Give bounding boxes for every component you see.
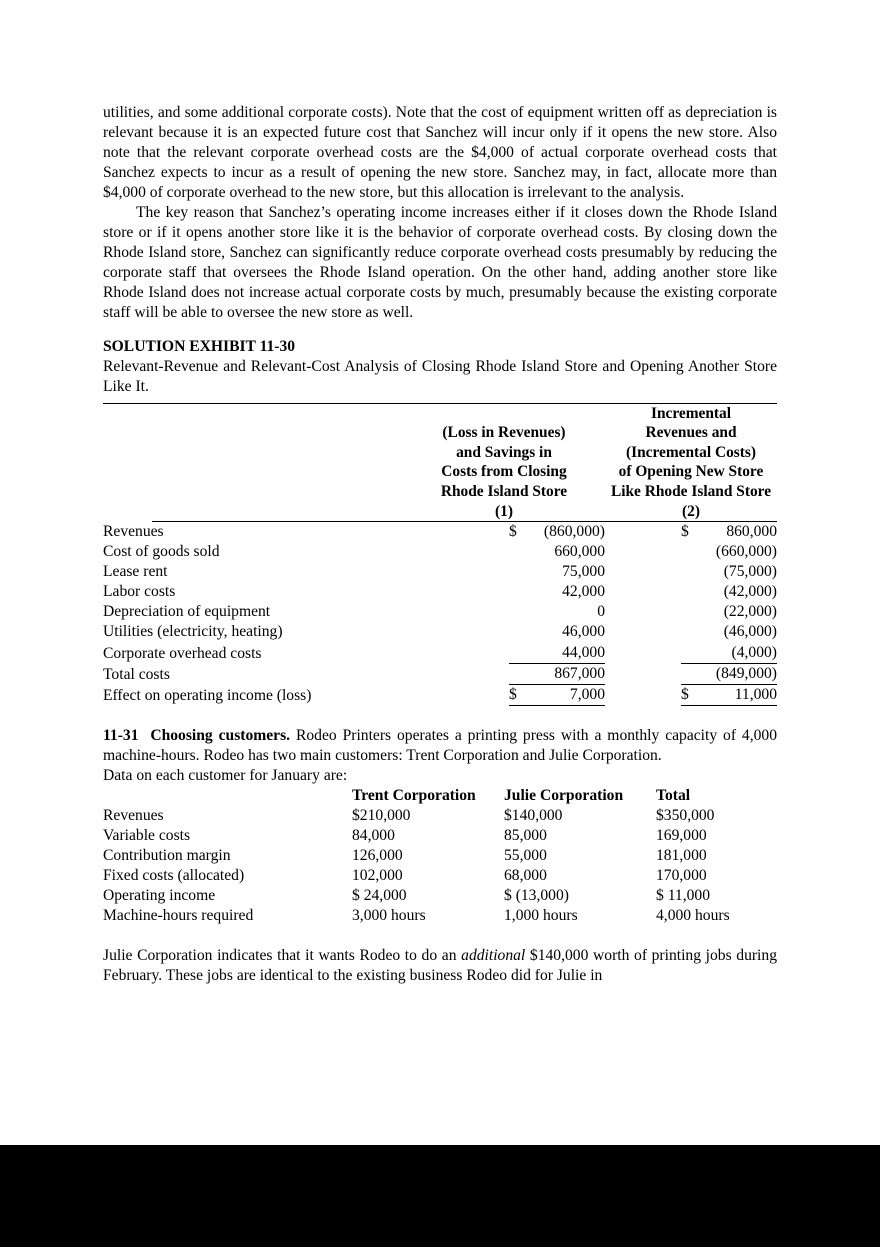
exhibit-header-col1: (Loss in Revenues) and Savings in Costs from Closing Rhode Island Store (1) — [440, 424, 568, 520]
row-value-total: 170,000 — [656, 866, 707, 884]
exhibit-table-wrapper — [103, 403, 777, 706]
customers-table — [103, 786, 777, 926]
value: 7,000 — [569, 685, 605, 703]
spacer — [103, 324, 777, 337]
table-row — [103, 806, 777, 826]
table-row — [103, 582, 777, 602]
value: 46,000 — [562, 623, 605, 641]
row-value-col1 — [403, 522, 605, 542]
currency-symbol: $ — [509, 685, 517, 703]
value: (4,000) — [731, 643, 777, 661]
row-value-total: $350,000 — [656, 806, 715, 824]
row-value-col2 — [605, 685, 777, 706]
problem-number: 11-31 — [103, 726, 139, 744]
row-label: Revenues — [103, 806, 164, 824]
row-value-col2 — [605, 542, 777, 562]
customers-header-blank — [103, 786, 352, 806]
exhibit-subheading: Relevant-Revenue and Relevant-Cost Analysis of Closing Rhode Island Store and Opening Another Store Like It. — [103, 357, 777, 395]
row-value-trent: $ 24,000 — [352, 887, 407, 905]
exhibit-header-blank — [103, 404, 403, 522]
row-value-col1 — [403, 562, 605, 582]
row-value-col2 — [605, 562, 777, 582]
value: (860,000) — [543, 523, 605, 541]
value: (75,000) — [723, 563, 777, 581]
exhibit-table — [103, 404, 777, 522]
value: (849,000) — [715, 664, 777, 682]
page-content — [103, 103, 777, 986]
row-value-total: $ 11,000 — [656, 887, 710, 905]
table-row — [103, 622, 777, 642]
table-row — [103, 562, 777, 582]
row-value-col1 — [403, 664, 605, 685]
row-value-col2 — [605, 664, 777, 685]
table-row — [103, 602, 777, 622]
row-value-total: 4,000 hours — [656, 907, 730, 925]
closing-emphasis: additional — [461, 947, 526, 965]
row-label: Lease rent — [103, 563, 168, 581]
value: 44,000 — [562, 643, 605, 661]
row-label: Utilities (electricity, heating) — [103, 623, 283, 641]
value: 867,000 — [554, 664, 605, 682]
customers-header-row — [103, 786, 777, 806]
exhibit-heading: SOLUTION EXHIBIT 11-30 — [103, 337, 296, 355]
row-value-col1 — [403, 643, 605, 664]
table-row-total-costs — [103, 664, 777, 685]
row-value-julie: $140,000 — [504, 806, 563, 824]
data-intro: Data on each customer for January are: — [103, 766, 348, 784]
row-label: Fixed costs (allocated) — [103, 866, 245, 884]
paragraph-key-reason: The key reason that Sanchez’s operating income increases either if it closes down the Rhode Island store or if it opens another store like it is the behavior of corporate overhead costs. By closing down the Rhode Island store, Sanchez can significantly reduce corporate overhead costs presumably by reducing the corporate staff that oversees the Rhode Island operation. On the other hand, adding another store like Rhode Island does not increase actual corporate costs by much, presumably because the existing corporate staff will be able to oversee the new store as well. — [103, 204, 777, 322]
currency-symbol: $ — [509, 523, 517, 541]
table-row — [103, 542, 777, 562]
row-label: Total costs — [103, 665, 170, 683]
value: 75,000 — [562, 563, 605, 581]
row-value-trent: 126,000 — [352, 846, 403, 864]
paragraph-continuation: utilities, and some additional corporate costs). Note that the cost of equipment written off as depreciation is relevant because it is an expected future cost that Sanchez will incur only if it opens the new store. Also note that the relevant corporate overhead costs are the $4,000 of actual corporate overhead costs that Sanchez expects to incur as a result of opening the new store. Sanchez may, in fact, allocate more than $4,000 of corporate overhead to the new store, but this allocation is irrelevant to the analysis. — [103, 104, 777, 202]
row-value-julie: 68,000 — [504, 866, 547, 884]
table-row — [103, 866, 777, 886]
row-value-trent: $210,000 — [352, 806, 411, 824]
row-label: Operating income — [103, 887, 216, 905]
table-row-effect-on-operating-income — [103, 685, 777, 706]
row-label: Machine-hours required — [103, 907, 254, 925]
row-value-col1 — [403, 582, 605, 602]
value: (660,000) — [715, 543, 777, 561]
table-row — [103, 826, 777, 846]
value: (46,000) — [723, 623, 777, 641]
row-label: Effect on operating income (loss) — [103, 686, 312, 704]
row-value-col1 — [403, 622, 605, 642]
customers-header-julie: Julie Corporation — [504, 786, 624, 804]
row-value-trent: 102,000 — [352, 866, 403, 884]
row-value-julie: 55,000 — [504, 846, 547, 864]
value: 860,000 — [726, 523, 777, 541]
row-label: Cost of goods sold — [103, 543, 220, 561]
spacer — [103, 706, 777, 726]
exhibit-header-row — [103, 404, 777, 522]
value: 660,000 — [554, 543, 605, 561]
problem-body: Rodeo Printers operates a printing press with a monthly capacity of 4,000 machine-hours. Rodeo has two main customers: Trent Corporation and Julie Corporation. — [103, 726, 777, 764]
row-value-col2 — [605, 602, 777, 622]
value: 42,000 — [562, 583, 605, 601]
value: 11,000 — [734, 685, 777, 703]
page-bottom-black-bar — [0, 1145, 880, 1247]
row-label: Variable costs — [103, 826, 191, 844]
row-value-col2 — [605, 582, 777, 602]
row-value-trent: 3,000 hours — [352, 907, 426, 925]
row-value-col1 — [403, 602, 605, 622]
spacer — [103, 926, 777, 946]
closing-paragraph — [103, 946, 777, 986]
row-label: Contribution margin — [103, 846, 231, 864]
value: (42,000) — [723, 583, 777, 601]
customers-header-trent: Trent Corporation — [352, 786, 476, 804]
table-row-subtotal-overhead — [103, 643, 777, 664]
problem-11-31 — [103, 726, 777, 766]
closing-text-before: Julie Corporation indicates that it wants Rodeo to do an — [103, 947, 462, 965]
customers-header-total: Total — [656, 786, 691, 804]
row-label: Corporate overhead costs — [103, 644, 262, 662]
row-label: Revenues — [103, 523, 164, 541]
row-label: Labor costs — [103, 583, 176, 601]
row-value-total: 169,000 — [656, 826, 707, 844]
currency-symbol: $ — [681, 523, 689, 541]
exhibit-header-col2: Incremental Revenues and (Incremental Costs) of Opening New Store Like Rhode Island Store (2) — [610, 404, 772, 520]
problem-title: Choosing customers. — [150, 726, 291, 744]
row-label: Depreciation of equipment — [103, 603, 271, 621]
row-value-col2 — [605, 622, 777, 642]
row-value-col1 — [403, 685, 605, 706]
value: 0 — [597, 603, 605, 621]
table-row — [103, 846, 777, 866]
row-value-julie: 1,000 hours — [504, 907, 578, 925]
row-value-trent: 84,000 — [352, 826, 395, 844]
row-value-julie: $ (13,000) — [504, 887, 569, 905]
value: (22,000) — [723, 603, 777, 621]
table-row — [103, 886, 777, 906]
row-value-julie: 85,000 — [504, 826, 547, 844]
table-row — [103, 906, 777, 926]
row-value-col2 — [605, 522, 777, 542]
currency-symbol: $ — [681, 685, 689, 703]
exhibit-table-body — [103, 522, 777, 705]
row-value-col1 — [403, 542, 605, 562]
row-value-total: 181,000 — [656, 846, 707, 864]
closing-text-after: $140,000 worth of printing jobs during February. These jobs are identical to the existing business Rodeo did for Julie in — [103, 947, 777, 985]
row-value-col2 — [605, 643, 777, 664]
table-row — [103, 522, 777, 542]
